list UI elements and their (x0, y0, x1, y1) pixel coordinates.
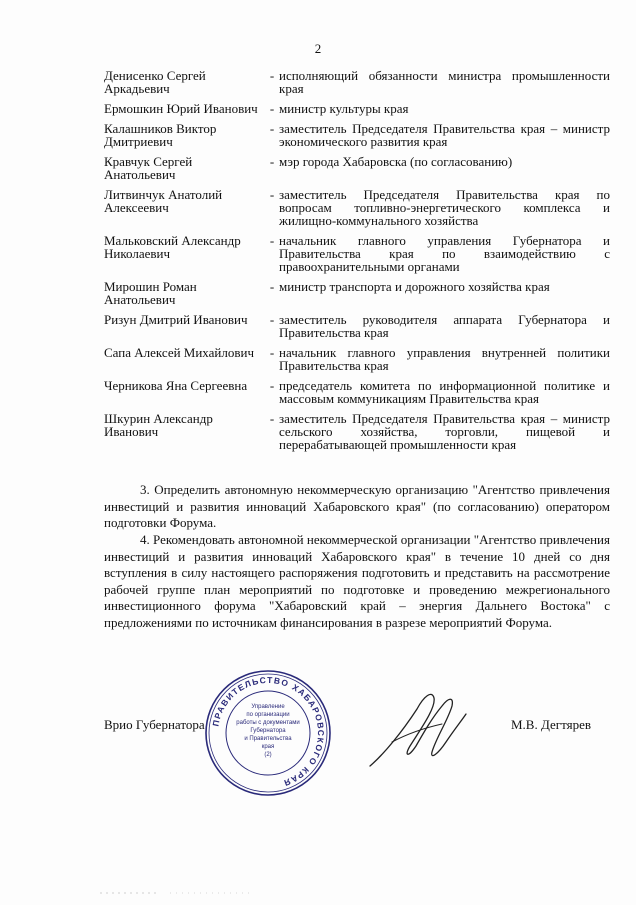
member-role: заместитель руководителя аппарата Губернатора и Правительства края (279, 312, 610, 340)
member-name: Сапа Алексей Михайлович (104, 345, 254, 360)
dash: - (269, 233, 275, 248)
member-name: Калашников Виктор Дмитриевич (104, 121, 217, 149)
member-row (104, 102, 610, 115)
member-name: Мирошин Роман Анатольевич (104, 279, 197, 307)
seal-ring-text: ПРАВИТЕЛЬСТВО ХАБАРОВСКОГО КРАЯ (210, 674, 327, 789)
scan-marks (100, 890, 250, 896)
dash: - (269, 345, 275, 360)
dash: - (269, 312, 275, 327)
seal-line: (2) (264, 752, 272, 758)
member-row (104, 412, 610, 451)
handwritten-signature (362, 684, 472, 774)
member-row (104, 234, 610, 273)
signatory-position: Врио Губернатора (104, 717, 205, 732)
member-row (104, 155, 610, 181)
seal-line: по организации (246, 712, 290, 718)
member-role: заместитель Председателя Правительства края – министр экономического развития края (279, 121, 610, 149)
seal-line: края (261, 744, 275, 750)
member-name: Кравчук Сергей Анатольевич (104, 154, 193, 182)
seal-line: и Правительства (244, 736, 292, 742)
member-row (104, 69, 610, 95)
dash: - (269, 378, 275, 393)
member-role: заместитель Председателя Правительства края по вопросам топливно-энергетического комплекса и жилищно-коммунального хозяйства (279, 187, 610, 228)
dash: - (269, 68, 275, 83)
member-row (104, 346, 610, 372)
member-name: Литвинчук Анатолий Алексеевич (104, 187, 223, 215)
member-list (104, 69, 610, 458)
member-role: исполняющий обязанности министра промышленности края (279, 68, 610, 96)
dash: - (269, 154, 275, 169)
signatory-name: М.В. Дегтярев (511, 717, 592, 732)
paragraph-3: 3. Определить автономную некоммерческую организацию "Агентство привлечения инвестиций и развития инноваций Хабаровского края" (по согласованию) оператором подготовки Форума. (104, 482, 610, 530)
dash: - (269, 121, 275, 136)
paragraph-4: 4. Рекомендовать автономной некоммерческой организации "Агентство привлечения инвестиций и развития инноваций Хабаровского края" в течение 10 дней со дня вступления в силу настоящего распоряжения подготовить и представить на рассмотрение рабочей группе план мероприятий по подготовке и проведению межрегионального инвестиционного форума "Хабаровский край – энергия Дальнего Востока" с предложениями по источникам финансирования в разрезе мероприятий Форума. (104, 532, 610, 630)
member-role: министр транспорта и дорожного хозяйства края (279, 279, 550, 294)
seal-line: Губернатора (250, 728, 286, 734)
member-row (104, 188, 610, 227)
page-number: 2 (314, 41, 322, 56)
member-role: министр культуры края (279, 101, 409, 116)
member-name: Денисенко Сергей Аркадьевич (104, 68, 206, 96)
member-role: председатель комитета по информационной политике и массовым коммуникациям Правительства края (279, 378, 610, 406)
member-row (104, 313, 610, 339)
member-name: Ризун Дмитрий Иванович (104, 312, 248, 327)
member-role: заместитель Председателя Правительства края – министр сельского хозяйства, торговли, пищевой и перерабатывающей промышленности края (279, 411, 610, 452)
member-name: Мальковский Александр Николаевич (104, 233, 241, 261)
member-role: начальник главного управления внутренней политики Правительства края (279, 345, 610, 373)
seal-line: работы с документами (236, 720, 300, 726)
member-role: мэр города Хабаровска (по согласованию) (279, 154, 513, 169)
member-name: Черникова Яна Сергеевна (104, 378, 248, 393)
dash: - (269, 187, 275, 202)
dash: - (269, 411, 275, 426)
member-row (104, 280, 610, 306)
member-name: Ермошкин Юрий Иванович (104, 101, 258, 116)
member-role: начальник главного управления Губернатора и Правительства края по взаимодействию с правоохранительными органами (279, 233, 610, 274)
official-seal (203, 668, 333, 798)
member-name: Шкурин Александр Иванович (104, 411, 213, 439)
member-row (104, 379, 610, 405)
dash: - (269, 279, 275, 294)
seal-line: Управление (251, 704, 285, 710)
member-row (104, 122, 610, 148)
dash: - (269, 101, 275, 116)
